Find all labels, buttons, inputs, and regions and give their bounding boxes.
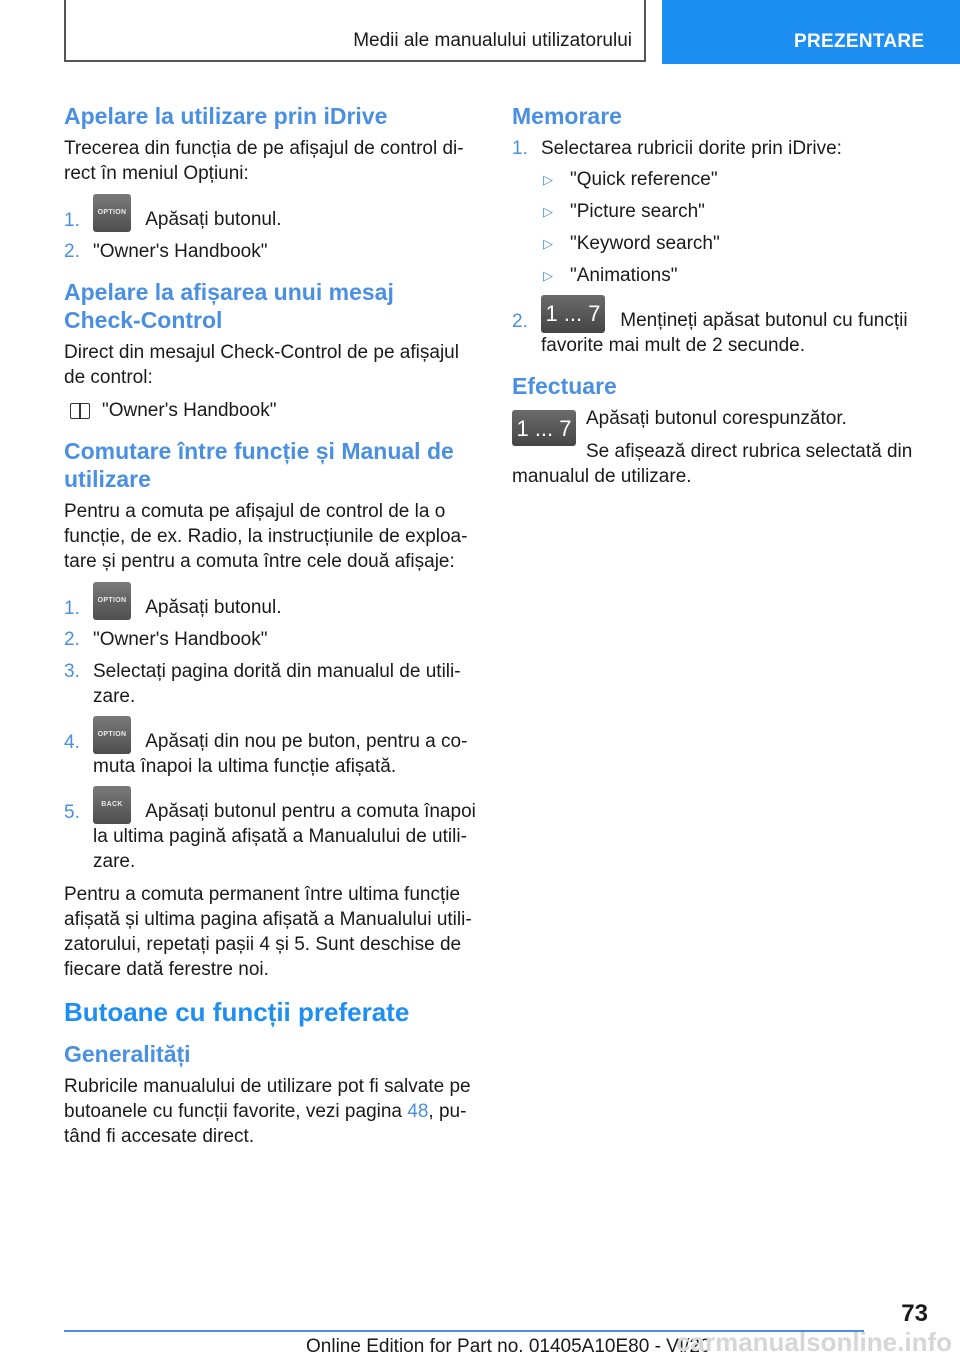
option-button-icon: OPTION — [93, 716, 131, 754]
right-column — [512, 102, 932, 503]
section-title-idrive: Apelare la utilizare prin iDrive — [64, 103, 388, 129]
list-item — [512, 295, 932, 358]
footer-edition: Online Edition for Part no. 01405A10E80 - VI/20 — [306, 1336, 711, 1357]
section-text-check-control: Direct din mesajul Check-Control de pe afișajul de control: — [64, 342, 459, 388]
section-idrive — [64, 102, 476, 264]
step-text: Apăsați butonul. — [145, 209, 282, 230]
page-link[interactable]: 48 — [407, 1101, 429, 1122]
section-title-check-control: Apelare la afișarea unui mesaj Check-Control — [64, 279, 394, 333]
triangle-bullet-icon: ▷ — [543, 172, 553, 187]
page-number: 73 — [901, 1300, 928, 1327]
section-text-favorites — [64, 1074, 476, 1149]
section-favorites — [64, 996, 476, 1149]
list-item — [541, 199, 932, 224]
list-item — [64, 659, 476, 709]
step-text: Selectați pagina dorită din manualul de utilizare. — [93, 661, 461, 707]
sub-item-text: "Quick reference" — [570, 169, 718, 190]
list-item — [64, 627, 476, 652]
execute-result-text: Se afișează direct rubrica selectată din manualul de utilizare. — [512, 441, 913, 487]
section-note-toggle: Pentru a comuta permanent între ultima funcție afișată și ultima pagina afișată a Manualului utilizatorului, repetați pașii 4 și 5. Sunt deschise de fiecare dată ferestre noi. — [64, 884, 472, 980]
step-text: "Owner's Handbook" — [93, 629, 268, 650]
book-icon — [70, 403, 90, 419]
section-title-toggle: Comutare între funcție și Manual de utilizare — [64, 438, 454, 492]
list-item — [541, 167, 932, 192]
step-number: 2. — [64, 629, 80, 650]
section-title-execute: Efectuare — [512, 373, 617, 399]
list-item — [541, 263, 932, 288]
step-number: 1. — [512, 138, 528, 159]
left-column — [64, 102, 476, 1163]
section-tab[interactable]: PREZENTARE — [662, 0, 960, 64]
list-item — [64, 786, 476, 874]
section-check-control — [64, 278, 476, 423]
option-button-icon: OPTION — [93, 582, 131, 620]
execute-text: Apăsați butonul corespunzător. — [586, 408, 847, 429]
favorite-button-icon: 1 ... 7 — [541, 295, 605, 333]
header-box — [64, 0, 646, 62]
handbook-row — [64, 398, 476, 423]
step-number: 3. — [64, 661, 80, 682]
step-number: 5. — [64, 802, 80, 823]
step-number: 2. — [64, 241, 80, 262]
triangle-bullet-icon: ▷ — [543, 236, 553, 251]
step-number: 4. — [64, 732, 80, 753]
handbook-label: "Owner's Handbook" — [102, 400, 277, 421]
list-item — [541, 231, 932, 256]
sub-list — [541, 167, 932, 288]
steps-idrive — [64, 194, 476, 264]
step-text: Apăsați butonul pentru a comuta înapoi la ultima pagină afișată a Manualului de utilizare. — [93, 801, 476, 872]
sub-item-text: "Keyword search" — [570, 233, 720, 254]
steps-memorize — [512, 136, 932, 358]
step-number: 1. — [64, 598, 80, 619]
section-text-toggle: Pentru a comuta pe afișajul de control de la o funcție, de ex. Radio, la instrucțiunile de exploatare și pentru a comuta între cele două afișaje: — [64, 501, 468, 572]
triangle-bullet-icon: ▷ — [543, 268, 553, 283]
favorite-button-icon: 1 ... 7 — [512, 410, 576, 446]
text-part: , putând fi accesate direct. — [64, 1101, 467, 1147]
sub-item-text: "Animations" — [570, 265, 678, 286]
step-number: 2. — [512, 311, 528, 332]
option-button-icon: OPTION — [93, 194, 131, 232]
step-text: Selectarea rubricii dorite prin iDrive: — [541, 138, 842, 159]
section-title-memorize: Memorare — [512, 103, 622, 129]
section-memorize — [512, 102, 932, 358]
triangle-bullet-icon: ▷ — [543, 204, 553, 219]
list-item — [64, 582, 476, 620]
sub-item-text: "Picture search" — [570, 201, 705, 222]
section-text-idrive: Trecerea din funcția de pe afișajul de control direct în meniul Opțiuni: — [64, 138, 464, 184]
text-part: Rubricile manualului de utilizare pot fi salvate pe butoanele cu funcții favorite, vezi pagina — [64, 1076, 471, 1122]
step-text: "Owner's Handbook" — [93, 241, 268, 262]
section-toggle-manual — [64, 437, 476, 982]
watermark: carmanualsonline.info — [676, 1327, 952, 1357]
list-item — [64, 716, 476, 779]
back-button-icon: BACK — [93, 786, 131, 824]
list-item — [64, 239, 476, 264]
list-item — [64, 194, 476, 232]
step-number: 1. — [64, 210, 80, 231]
subsection-title-general: Generalități — [64, 1041, 191, 1067]
steps-toggle — [64, 582, 476, 874]
step-text: Mențineți apăsat butonul cu funcții favorite mai mult de 2 secunde. — [541, 310, 908, 356]
step-text: Apăsați butonul. — [145, 597, 282, 618]
execute-result — [512, 439, 932, 489]
execute-block — [512, 406, 932, 489]
header-title: Medii ale manualului utilizatorului — [353, 30, 632, 51]
step-text: Apăsați din nou pe buton, pentru a comuta înapoi la ultima funcție afișată. — [93, 731, 468, 777]
list-item — [512, 136, 932, 288]
section-execute — [512, 372, 932, 489]
section-title-favorites: Butoane cu funcții preferate — [64, 997, 410, 1027]
